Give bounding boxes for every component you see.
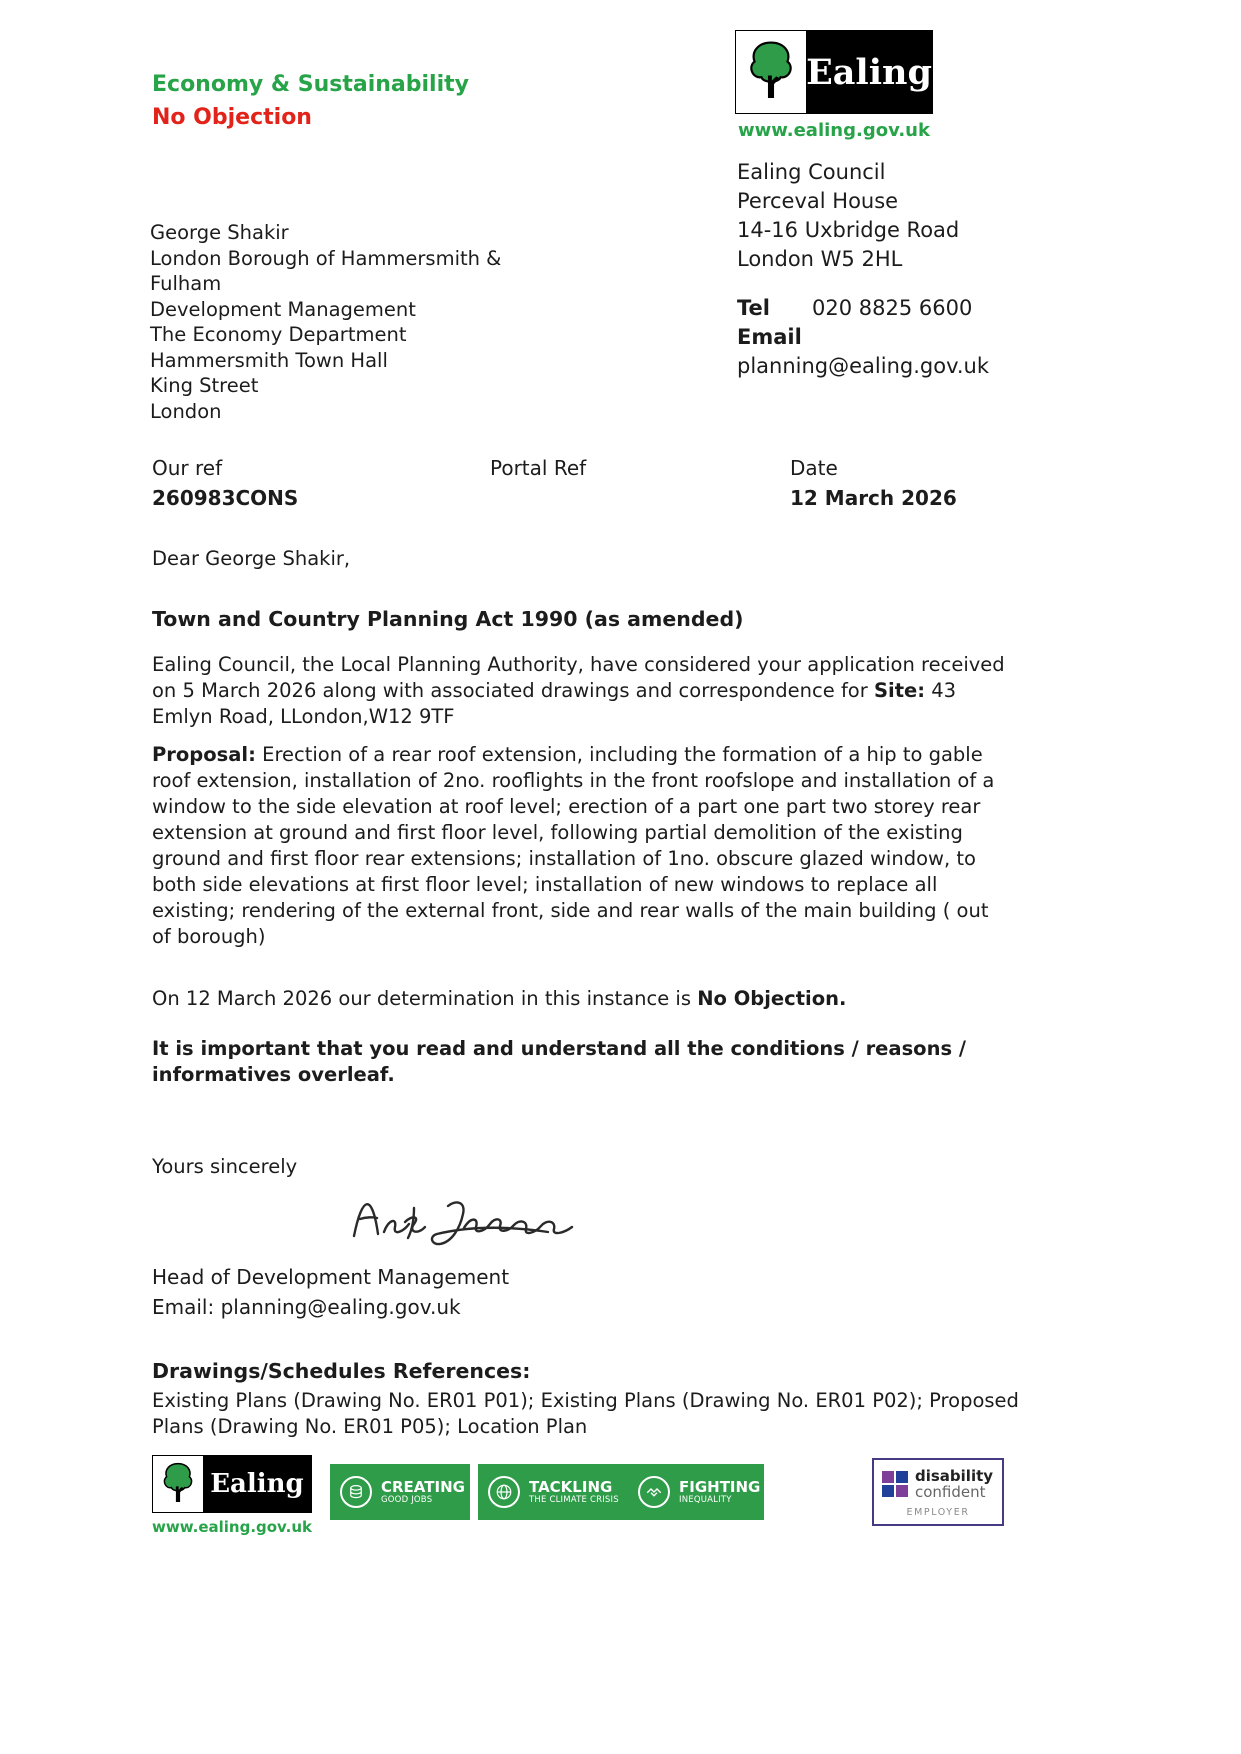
our-ref-label: Our ref	[152, 456, 223, 480]
proposal-text: Erection of a rear roof extension, including the formation of a hip to gable roof extension, installation of 2no. rooflights in the front roofslope and installation of a window to the side elevation at roof level; erection of a part one part two storey rear extension at ground and first floor level, following partial demolition of the existing ground and first floor rear extensions; installation of 1no. obscure glazed window, to both side elevations at first floor level; installation of new windows to replace all existing; rendering of the external front, side and rear walls of the main building ( out of borough)	[152, 743, 995, 948]
handshake-icon	[638, 1476, 670, 1508]
employer-label: EMPLOYER	[906, 1507, 970, 1518]
tree-icon	[736, 31, 806, 113]
drawings-list: Existing Plans (Drawing No. ER01 P01); Existing Plans (Drawing No. ER01 P02); Proposed Plans (Drawing No. ER01 P05); Location Plan	[152, 1389, 1019, 1438]
council-address-line: London W5 2HL	[737, 247, 903, 271]
badge-line2: GOOD JOBS	[381, 1495, 433, 1505]
signatory-email: Email: planning@ealing.gov.uk	[152, 1295, 461, 1319]
recipient-address	[150, 220, 542, 424]
site-value: 43 Emlyn Road, LLondon,W12 9TF	[152, 679, 957, 728]
disability-confident-badge	[872, 1458, 1004, 1526]
site-label: Site:	[873, 679, 926, 702]
salutation: Dear George Shakir,	[152, 547, 351, 570]
council-address	[737, 158, 959, 274]
tree-icon	[153, 1456, 203, 1512]
coins-icon	[340, 1476, 372, 1508]
closing: Yours sincerely	[152, 1155, 298, 1178]
ealing-logo-box	[735, 30, 933, 114]
letter-body	[152, 546, 1019, 1440]
recipient-line: Hammersmith Town Hall	[150, 348, 388, 372]
council-contact	[737, 294, 989, 381]
intro-text: Ealing Council, the Local Planning Authority, have considered your application received on 5 March 2026 along with associated drawings and correspondence for	[152, 653, 1005, 702]
globe-icon	[488, 1476, 520, 1508]
act-heading: Town and Country Planning Act 1990 (as amended)	[152, 607, 744, 631]
determination-value: No Objection.	[697, 987, 847, 1010]
footer-ealing-logo	[152, 1455, 312, 1536]
signature	[342, 1182, 1008, 1260]
date-label: Date	[790, 456, 838, 480]
important-note: It is important that you read and understand all the conditions / reasons / informatives overleaf.	[152, 1037, 966, 1086]
badge-tackling-climate-crisis	[478, 1464, 630, 1520]
ealing-logo	[735, 30, 933, 141]
confident-word: confident	[915, 1483, 986, 1501]
badge-line1: CREATING	[381, 1478, 465, 1496]
council-address-line: Ealing Council	[737, 160, 886, 184]
our-ref-value: 260983CONS	[152, 486, 299, 510]
email-label: Email	[737, 325, 802, 349]
disability-grid-icon	[882, 1471, 908, 1497]
recipient-line: London Borough of Hammersmith & Fulham	[150, 246, 502, 295]
decision-status: No Objection	[152, 105, 312, 130]
recipient-line: Development Management	[150, 297, 416, 321]
ealing-wordmark: Ealing	[203, 1456, 311, 1512]
date-value: 12 March 2026	[790, 486, 957, 510]
badge-fighting-inequality	[628, 1464, 764, 1520]
intro-paragraph	[152, 652, 1008, 730]
website-url: www.ealing.gov.uk	[738, 120, 930, 141]
portal-ref-label: Portal Ref	[490, 456, 587, 480]
proposal-paragraph	[152, 742, 1008, 950]
determination-line	[152, 986, 1008, 1012]
council-address-line: Perceval House	[737, 189, 899, 213]
recipient-line: The Economy Department	[150, 323, 407, 346]
ealing-wordmark: Ealing	[806, 31, 932, 113]
signatory-title: Head of Development Management	[152, 1265, 510, 1289]
recipient-line: King Street	[150, 374, 259, 397]
proposal-label: Proposal:	[152, 743, 256, 766]
recipient-line: London	[150, 399, 222, 423]
tel-label: Tel	[737, 296, 770, 320]
email-value: planning@ealing.gov.uk	[737, 354, 990, 378]
department-category: Economy & Sustainability	[152, 72, 469, 97]
badge-line2: THE CLIMATE CRISIS	[529, 1495, 619, 1505]
badge-creating-good-jobs	[330, 1464, 470, 1520]
badge-line2: INEQUALITY	[679, 1495, 732, 1505]
council-address-line: 14-16 Uxbridge Road	[737, 218, 960, 242]
drawings-heading: Drawings/Schedules References:	[152, 1359, 531, 1383]
footer-ealing-logo-box	[152, 1455, 312, 1513]
website-url: www.ealing.gov.uk	[152, 1518, 312, 1536]
disability-word: disability	[915, 1467, 994, 1485]
determination-prefix: On 12 March 2026 our determination in this instance is	[152, 987, 698, 1010]
badge-line1: TACKLING	[529, 1478, 613, 1496]
badge-line1: FIGHTING	[679, 1478, 761, 1496]
recipient-line: George Shakir	[150, 221, 289, 244]
tel-value: 020 8825 6600	[811, 296, 973, 320]
